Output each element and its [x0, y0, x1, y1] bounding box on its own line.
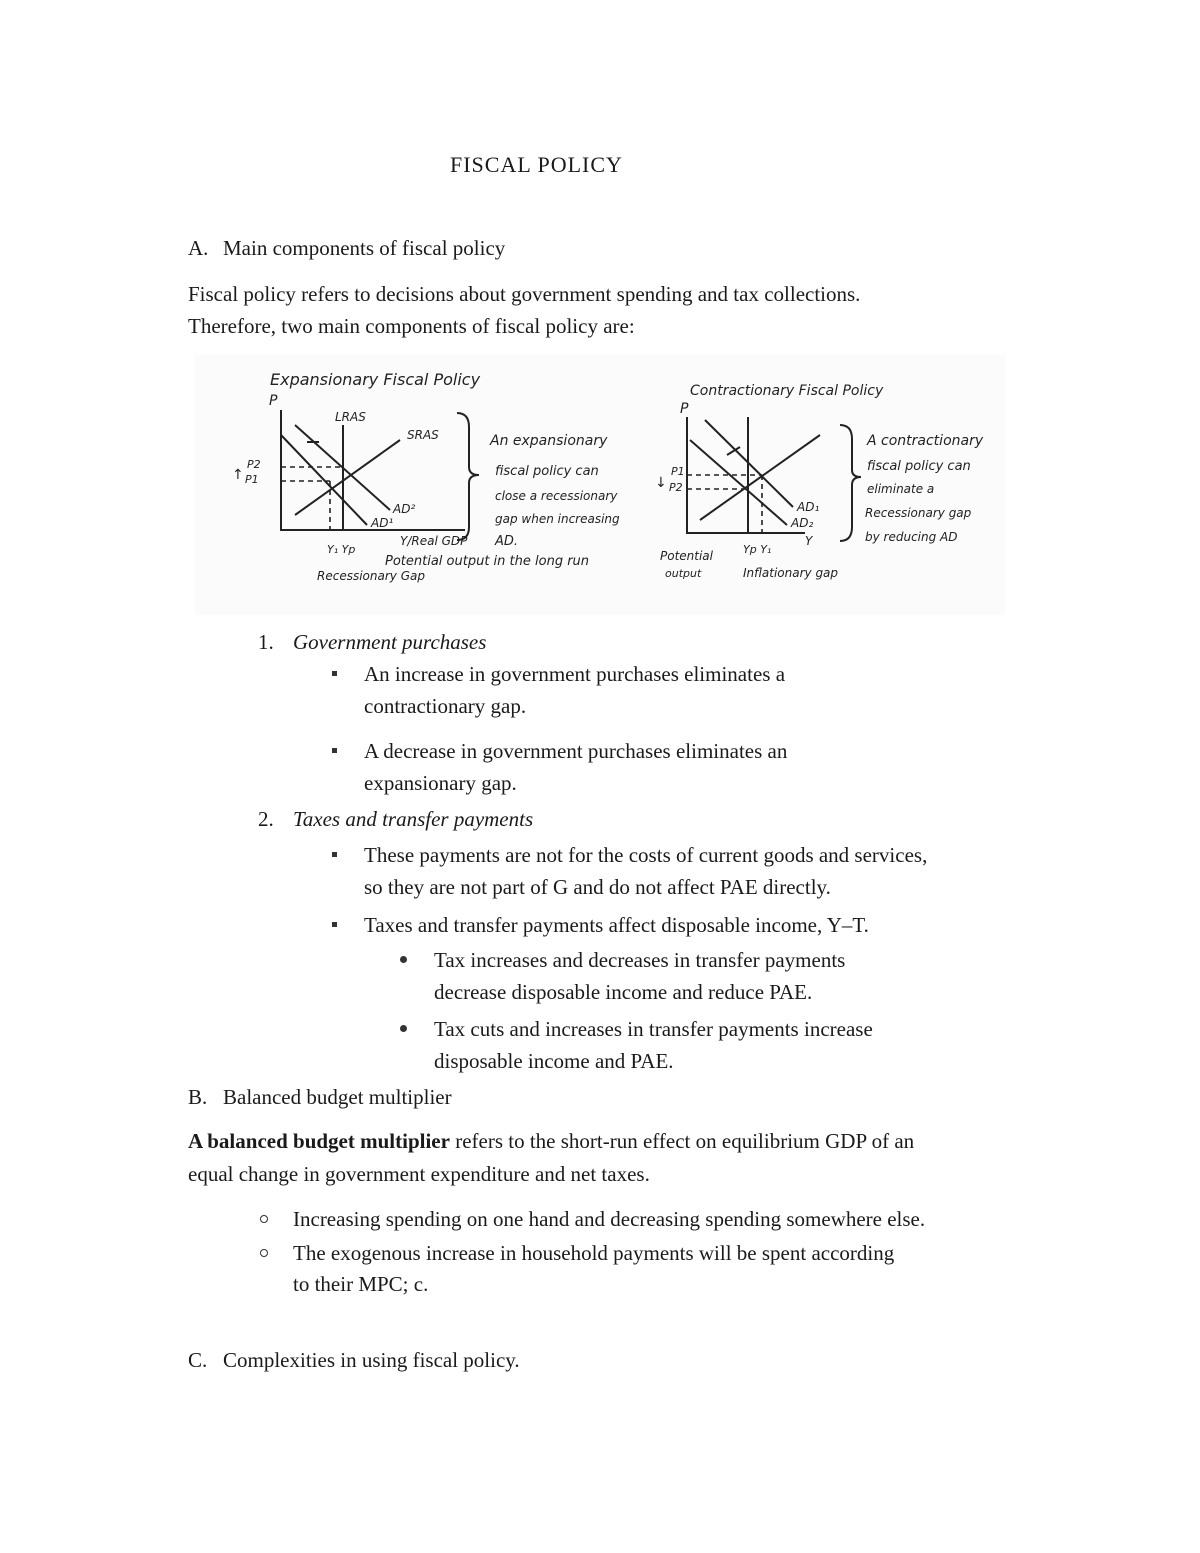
right-p1-label: P1: [671, 465, 685, 478]
right-y-labels: Yp Y₁: [743, 543, 772, 556]
left-gap-label: Recessionary Gap: [317, 569, 425, 583]
item-2-bullet-1-line-2: so they are not part of G and do not affect PAE directly.: [364, 875, 831, 899]
right-potential-line-2: output: [665, 567, 702, 580]
definition-line-1: [188, 1125, 914, 1157]
left-ad2-label: AD²: [393, 502, 416, 516]
item-2-sub-1-line-1: Tax increases and decreases in transfer payments: [434, 948, 846, 972]
section-c-marker: C.: [188, 1348, 208, 1372]
bullet-square: [332, 852, 337, 857]
item-1-bullet-2-line-1: A decrease in government purchases eliminates an: [364, 739, 788, 763]
section-b-marker: B.: [188, 1085, 208, 1109]
section-a-marker: A.: [188, 236, 209, 260]
right-x-label: Y: [805, 534, 813, 548]
section-a-heading: Main components of fiscal policy: [223, 236, 506, 260]
left-graph-title: Expansionary Fiscal Policy: [270, 370, 481, 389]
right-p2-label: P2: [669, 481, 683, 494]
left-note-line-3: close a recessionary: [495, 489, 618, 503]
right-note-line-1: A contractionary: [867, 433, 984, 449]
section-c-heading: Complexities in using fiscal policy.: [223, 1348, 520, 1372]
item-1-bullet-1-line-2: contractionary gap.: [364, 694, 527, 718]
bullet-dot: [400, 1025, 407, 1032]
right-ad1-label: AD₁: [797, 500, 820, 514]
bullet-circle: [260, 1249, 268, 1257]
left-y-labels: Y₁ Yp: [327, 543, 356, 556]
right-note-line-3: eliminate a: [867, 482, 935, 496]
section-b-bullet-2-line-2: to their MPC; c.: [293, 1272, 429, 1296]
list-item-1-number: 1.: [258, 630, 274, 654]
item-2-sub-2-line-2: disposable income and PAE.: [434, 1049, 674, 1073]
left-note-line-4: gap when increasing: [495, 512, 620, 526]
bullet-square: [332, 922, 337, 927]
left-sras-label: SRAS: [407, 428, 439, 442]
left-p2-label: P2: [247, 458, 261, 471]
bullet-square: [332, 671, 337, 676]
right-note-line-2: fiscal policy can: [867, 459, 971, 474]
item-2-bullet-2-line-1: Taxes and transfer payments affect disposable income, Y–T.: [364, 913, 869, 937]
item-1-bullet-2-line-2: expansionary gap.: [364, 771, 517, 795]
left-potential-label: Potential output in the long run: [385, 554, 590, 569]
right-gap-label: Inflationary gap: [743, 566, 839, 580]
fiscal-policy-figure: [195, 355, 1005, 615]
right-ad2-label: AD₂: [791, 516, 814, 530]
right-note-line-5: by reducing AD: [865, 530, 958, 544]
item-1-bullet-1-line-1: An increase in government purchases eliminates a: [364, 662, 786, 686]
left-lras-label: LRAS: [335, 410, 366, 424]
left-note-line-2: fiscal policy can: [495, 464, 599, 479]
right-potential-line-1: Potential: [660, 549, 713, 563]
left-p1-label: P1: [245, 473, 259, 486]
item-2-sub-1-line-2: decrease disposable income and reduce PAE.: [434, 980, 813, 1004]
page-title: FISCAL POLICY: [450, 152, 623, 177]
section-b-bullet-1: Increasing spending on one hand and decreasing spending somewhere else.: [293, 1207, 926, 1231]
left-note-line-1: An expansionary: [490, 433, 608, 449]
left-ad1-label: AD¹: [371, 516, 394, 530]
right-graph-title: Contractionary Fiscal Policy: [690, 383, 884, 399]
item-2-bullet-1-line-1: These payments are not for the costs of current goods and services,: [364, 843, 928, 867]
intro-line-1: Fiscal policy refers to decisions about government spending and tax collections.: [188, 282, 861, 306]
left-note-line-5: AD.: [495, 534, 519, 549]
definition-rest: refers to the short-run effect on equilibrium GDP of an: [449, 1129, 915, 1153]
right-axis-p: P: [680, 401, 689, 417]
definition-line-2: equal change in government expenditure and net taxes.: [188, 1162, 650, 1186]
left-x-label: Y/Real GDP: [400, 534, 468, 548]
bullet-dot: [400, 956, 407, 963]
section-b-heading: Balanced budget multiplier: [223, 1085, 452, 1109]
right-note-line-4: Recessionary gap: [865, 506, 972, 520]
bullet-square: [332, 748, 337, 753]
intro-line-2: Therefore, two main components of fiscal policy are:: [188, 314, 635, 338]
left-axis-p: P: [269, 393, 278, 409]
list-item-2-number: 2.: [258, 807, 274, 831]
item-2-sub-2-line-1: Tax cuts and increases in transfer payments increase: [434, 1017, 873, 1041]
right-down-arrow: ↓: [655, 475, 667, 491]
left-up-arrow: ↑: [232, 467, 244, 483]
section-b-bullet-2-line-1: The exogenous increase in household payments will be spent according: [293, 1241, 895, 1265]
list-item-2-label: Taxes and transfer payments: [293, 807, 534, 831]
bold-term: A balanced budget multiplier: [188, 1129, 450, 1153]
bullet-circle: [260, 1215, 268, 1223]
list-item-1-label: Government purchases: [293, 630, 487, 654]
